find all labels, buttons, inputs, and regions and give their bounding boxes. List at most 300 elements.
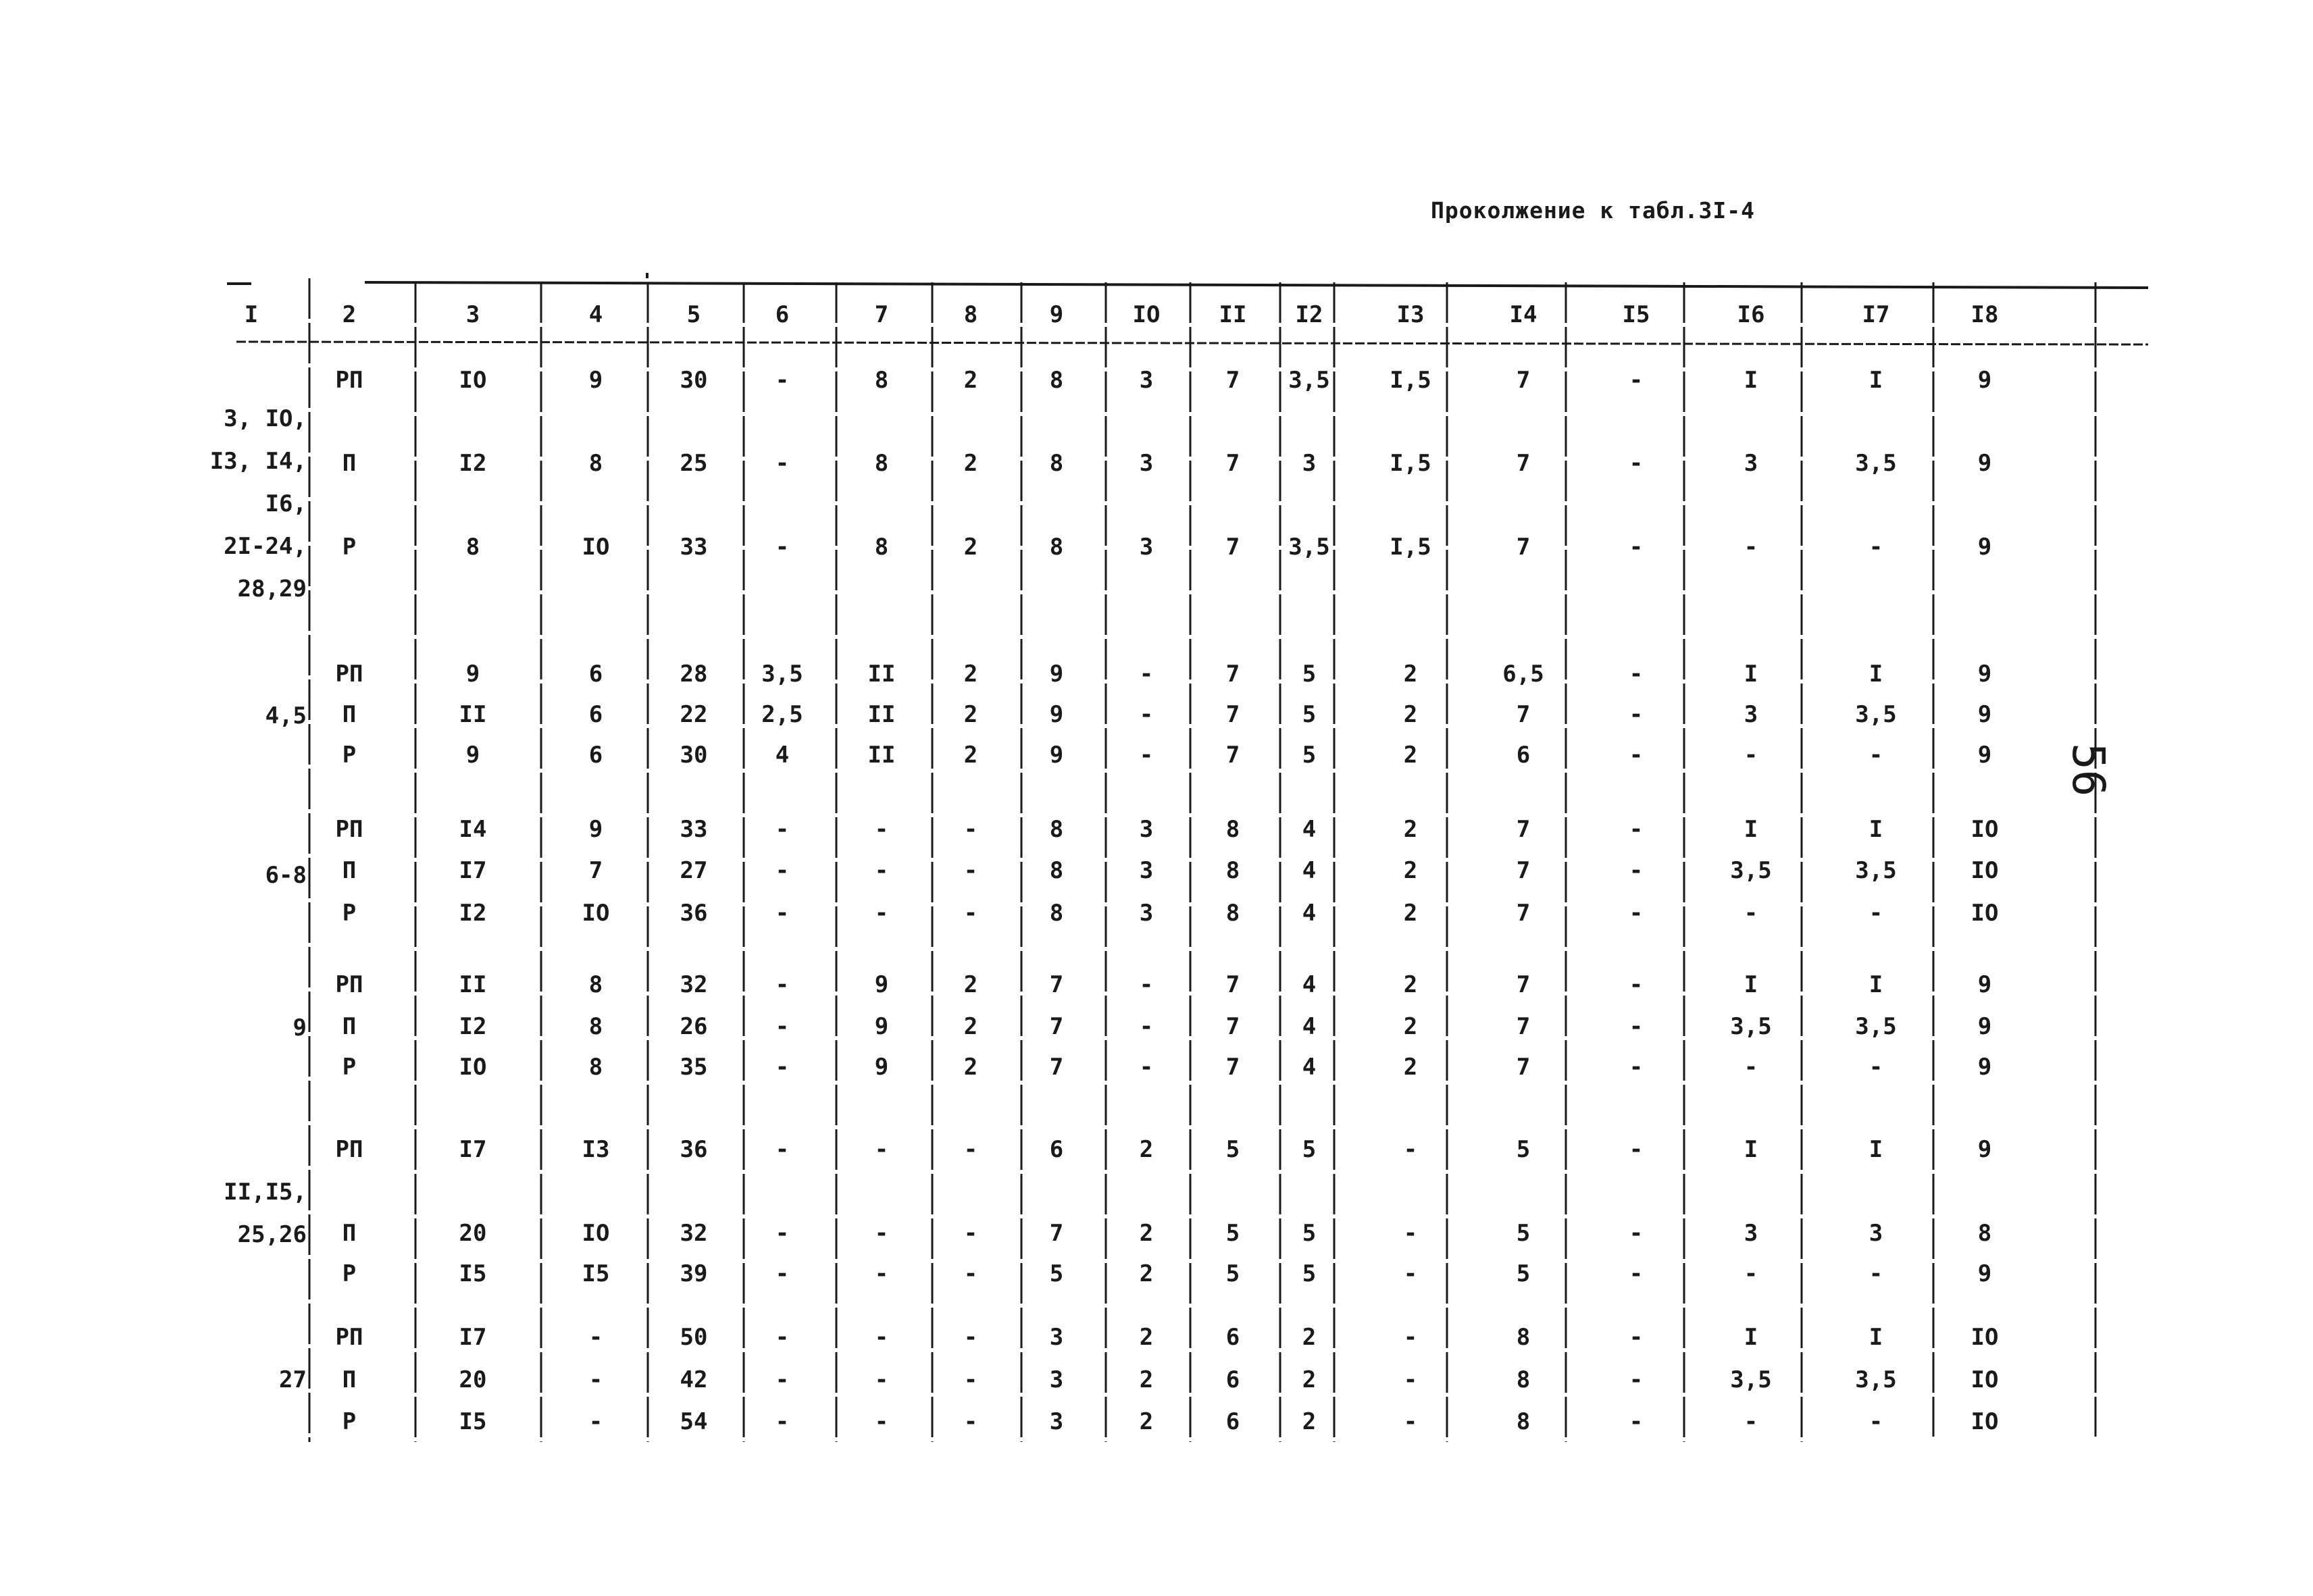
table-cell: - [775,1366,790,1393]
table-cell: 3 [1744,701,1758,728]
page-number: 56 [2062,743,2114,797]
group-label: 6-8 [265,862,307,889]
table-cell: I2 [459,900,487,927]
table-cell: 3 [1139,450,1154,477]
table-cell: 3 [1049,1324,1064,1351]
table-cell: 7 [1516,367,1531,394]
table-cell: 2 [1139,1260,1154,1287]
table-cell: 35 [680,1054,708,1081]
column-header: 6 [775,301,790,328]
table-cell: 8 [1225,857,1240,884]
table-cell: 7 [1225,742,1240,769]
table-cell: 7 [1049,1054,1064,1081]
table-cell: - [775,1408,790,1435]
table-cell: 36 [680,1136,708,1163]
table-cell: - [874,816,889,843]
table-cell: 3 [1302,450,1317,477]
table-cell: 2 [1403,742,1418,769]
table-cell: - [874,1136,889,1163]
table-cell: 7 [1516,450,1531,477]
table-cell: I,5 [1390,534,1431,561]
column-header: I [244,301,259,328]
table-cell: 9 [465,742,480,769]
table-cell: 2 [1139,1220,1154,1247]
table-cell: - [775,450,790,477]
table-cell: 9 [874,1054,889,1081]
table-cell: 2 [1403,701,1418,728]
table-cell: 8 [1049,816,1064,843]
table-cell: 8 [588,1013,603,1040]
table-cell: - [1139,742,1154,769]
table-cell: - [1869,1054,1883,1081]
table-cell: - [963,1408,978,1435]
table-cell: 2 [963,367,978,394]
table-cell: 9 [1977,1013,1992,1040]
table-cell: 5 [1302,1136,1317,1163]
table-cell: - [1744,534,1758,561]
table-cell: 7 [1225,701,1240,728]
table-cell: - [963,816,978,843]
table-cell: II [867,742,896,769]
table-cell: 7 [1516,1054,1531,1081]
table-cell: 5 [1302,1220,1317,1247]
table-cell: 20 [459,1220,487,1247]
table-cell: - [775,971,790,998]
table-cell: - [1629,1408,1644,1435]
table-cell: IO [582,534,610,561]
table-rule [236,342,2148,344]
table-cell: - [775,1136,790,1163]
table-cell: 8 [1516,1408,1531,1435]
table-cell: II [867,701,896,728]
row-type-cell: Р [342,1408,357,1435]
column-header: II [1219,301,1247,328]
table-cell: 9 [588,367,603,394]
table-cell: - [1139,701,1154,728]
row-type-cell: Р [342,742,357,769]
table-cell: - [1629,1136,1644,1163]
table-cell: - [1869,900,1883,927]
table-cell: 8 [1516,1324,1531,1351]
table-cell: IO [1971,857,1999,884]
row-type-cell: Р [342,1054,357,1081]
column-header: 4 [588,301,603,328]
table-cell: 7 [1049,971,1064,998]
table-cell: 2 [1403,1013,1418,1040]
table-cell: 9 [1977,1136,1992,1163]
table-cell: 8 [1049,367,1064,394]
table-cell: 42 [680,1366,708,1393]
table-cell: 3 [1139,900,1154,927]
column-header: I2 [1295,301,1323,328]
table-cell: 3,5 [1288,534,1330,561]
table-cell: - [1629,1054,1644,1081]
table-cell: 2 [963,450,978,477]
table-cell: 22 [680,701,708,728]
table-cell: I [1744,367,1758,394]
table-cell: - [963,900,978,927]
row-type-cell: П [342,1366,357,1393]
table-cell: I [1744,1136,1758,1163]
table-cell: 9 [874,971,889,998]
table-cell: 3,5 [1855,450,1897,477]
table-cell: 9 [588,816,603,843]
table-cell: 3,5 [1288,367,1330,394]
table-cell: - [588,1408,603,1435]
table-cell: - [1744,1408,1758,1435]
table-cell: 39 [680,1260,708,1287]
table-cell: 5 [1302,661,1317,688]
table-cell: I4 [459,816,487,843]
table-cell: 2 [963,742,978,769]
column-header: I6 [1737,301,1765,328]
table-cell: 3,5 [1730,857,1772,884]
table-cell: - [1744,900,1758,927]
table-cell: I [1869,816,1883,843]
table-cell: I [1869,1136,1883,1163]
table-cell: 7 [1225,971,1240,998]
column-header: 7 [874,301,889,328]
table-cell: 3,5 [1730,1366,1772,1393]
table-cell: - [963,1260,978,1287]
table-cell: 26 [680,1013,708,1040]
row-type-cell: РП [335,1136,363,1163]
table-cell: 4 [1302,971,1317,998]
table-cell: - [1744,1054,1758,1081]
column-header: I3 [1396,301,1425,328]
table-cell: 2 [1302,1366,1317,1393]
table-cell: 4 [1302,816,1317,843]
table-cell: 4 [1302,1054,1317,1081]
table-cell: I3 [582,1136,610,1163]
table-cell: 3 [1049,1366,1064,1393]
table-cell: I,5 [1390,450,1431,477]
table-cell: 6 [1225,1366,1240,1393]
table-cell: - [1403,1324,1418,1351]
table-cell: 7 [588,857,603,884]
row-type-cell: РП [335,661,363,688]
table-cell: 2 [963,534,978,561]
table-cell: I7 [459,1324,487,1351]
table-cell: 7 [1516,1013,1531,1040]
table-cell: II [867,661,896,688]
table-cell: 3 [1744,1220,1758,1247]
table-cell: 8 [1049,900,1064,927]
table-cell: 3 [1869,1220,1883,1247]
table-cell: 2 [963,971,978,998]
table-cell: 9 [1977,661,1992,688]
table-cell: - [1629,1013,1644,1040]
table-cell: I [1869,661,1883,688]
column-header: 9 [1049,301,1064,328]
table-cell: 6 [588,701,603,728]
table-cell: IO [1971,1324,1999,1351]
table-cell: - [1869,742,1883,769]
table-cell: - [1629,1324,1644,1351]
table-cell: 2 [1302,1324,1317,1351]
table-cell: 7 [1516,971,1531,998]
table-cell: 2 [963,661,978,688]
table-cell: 5 [1225,1136,1240,1163]
table-cell: I5 [459,1408,487,1435]
row-type-cell: РП [335,367,363,394]
row-type-cell: Р [342,534,357,561]
table-cell: 7 [1225,661,1240,688]
table-cell: 3,5 [1855,1013,1897,1040]
table-cell: I7 [459,857,487,884]
row-type-cell: РП [335,816,363,843]
group-label: 9 [293,1014,307,1041]
table-cell: 7 [1516,857,1531,884]
table-cell: - [1403,1408,1418,1435]
table-cell: 2 [1139,1324,1154,1351]
table-cell: 8 [465,534,480,561]
table-cell: - [874,857,889,884]
table-cell: 2 [1403,900,1418,927]
table-cell: I [1744,971,1758,998]
table-cell: 5 [1302,1260,1317,1287]
table-cell: 2 [1403,1054,1418,1081]
table-cell: 9 [1977,701,1992,728]
table-rule [365,282,2148,288]
table-cell: I5 [459,1260,487,1287]
table-cell: 7 [1225,1013,1240,1040]
table-cell: I [1744,661,1758,688]
table-cell: 3,5 [1730,1013,1772,1040]
table-cell: - [1629,534,1644,561]
table-cell: - [874,1408,889,1435]
table-cell: - [1629,701,1644,728]
table-cell: - [1629,1220,1644,1247]
group-label: 2I-24, [224,533,307,560]
table-cell: - [1629,661,1644,688]
table-cell: 6 [1225,1408,1240,1435]
column-header: 8 [963,301,978,328]
table-cell: - [1403,1220,1418,1247]
table-cell: - [1869,534,1883,561]
table-cell: 6 [588,742,603,769]
table-cell: 8 [874,367,889,394]
group-label: 27 [279,1366,307,1393]
table-cell: 4 [1302,1013,1317,1040]
table-cell: - [963,1324,978,1351]
table-cell: 7 [1225,534,1240,561]
table-cell: 7 [1225,367,1240,394]
table-cell: 2 [963,1013,978,1040]
table-cell: 33 [680,816,708,843]
table-cell: 3,5 [1855,701,1897,728]
table-cell: II [459,701,487,728]
table-cell: 3 [1049,1408,1064,1435]
table-cell: I2 [459,1013,487,1040]
table-cell: 6,5 [1502,661,1544,688]
table-cell: I7 [459,1136,487,1163]
table-cell: - [874,1220,889,1247]
table-cell: - [963,1136,978,1163]
table-cell: - [1139,971,1154,998]
table-cell: - [1629,1260,1644,1287]
column-header: I7 [1862,301,1890,328]
table-cell: - [1629,857,1644,884]
table-cell: - [1869,1260,1883,1287]
table-cell: I,5 [1390,367,1431,394]
table-cell: 8 [874,534,889,561]
row-type-cell: П [342,857,357,884]
table-cell: 50 [680,1324,708,1351]
table-cell: - [775,1260,790,1287]
table-cell: 8 [588,971,603,998]
table-cell: IO [1971,900,1999,927]
table-cell: 8 [1225,900,1240,927]
table-cell: 6 [1049,1136,1064,1163]
table-cell: I2 [459,450,487,477]
table-cell: 2 [963,701,978,728]
table-cell: 9 [1977,971,1992,998]
table-cell: 2 [1403,971,1418,998]
table-cell: - [775,1324,790,1351]
table-cell: 7 [1516,900,1531,927]
group-label: 28,29 [237,575,307,602]
table-cell: 9 [1977,367,1992,394]
table-cell: 7 [1225,1054,1240,1081]
table-cell: 5 [1302,701,1317,728]
table-cell: - [1403,1366,1418,1393]
table-cell: - [874,1260,889,1287]
column-header: IO [1132,301,1161,328]
table-cell: - [1629,971,1644,998]
table-cell: 7 [1516,534,1531,561]
column-header: 5 [686,301,701,328]
table-cell: 8 [588,1054,603,1081]
table-cell: 9 [1049,661,1064,688]
row-type-cell: Р [342,1260,357,1287]
table-cell: 5 [1516,1220,1531,1247]
table-cell: 36 [680,900,708,927]
table-cell: 2 [1403,816,1418,843]
table-cell: IO [1971,816,1999,843]
table-cell: 8 [1049,857,1064,884]
table-cell: 32 [680,1220,708,1247]
row-type-cell: Р [342,900,357,927]
table-cell: - [775,367,790,394]
table-cell: 33 [680,534,708,561]
table-cell: 7 [1049,1220,1064,1247]
table-cell: 8 [874,450,889,477]
row-type-cell: П [342,701,357,728]
table-cell: I [1744,1324,1758,1351]
table-cell: 2 [1403,857,1418,884]
group-label: I3, I4, [209,448,307,475]
group-label: I6, [265,490,307,517]
table-cell: 3,5 [1855,857,1897,884]
table-cell: 5 [1302,742,1317,769]
table-cell: II [459,971,487,998]
table-cell: - [1869,1408,1883,1435]
table-cell: 2 [1302,1408,1317,1435]
table-cell: - [1629,900,1644,927]
table-cell: - [775,1054,790,1081]
table-cell: - [1139,1054,1154,1081]
table-cell: 3,5 [761,661,803,688]
table-cell: IO [459,367,487,394]
table-cell: I [1869,367,1883,394]
table-cell: 3 [1744,450,1758,477]
table-cell: - [874,1366,889,1393]
table-cell: 2,5 [761,701,803,728]
column-header: I4 [1509,301,1537,328]
row-type-cell: РП [335,971,363,998]
table-cell: 9 [1049,742,1064,769]
table-cell: 9 [1977,534,1992,561]
column-header: I8 [1971,301,1999,328]
table-cell: 5 [1225,1260,1240,1287]
table-cell: IO [1971,1408,1999,1435]
table-cell: 7 [1225,450,1240,477]
table-cell: 3 [1139,857,1154,884]
table-cell: 6 [1516,742,1531,769]
row-type-cell: РП [335,1324,363,1351]
table-cell: - [775,1013,790,1040]
table-cell: 30 [680,367,708,394]
table-caption: Проколжение к табл.3I-4 [1431,197,1755,224]
table-cell: 25 [680,450,708,477]
table-cell: 5 [1225,1220,1240,1247]
table-cell: 2 [1403,661,1418,688]
table-cell: 3,5 [1855,1366,1897,1393]
table-cell: 6 [588,661,603,688]
table-cell: 2 [1139,1136,1154,1163]
table-cell: - [1629,742,1644,769]
table-cell: 9 [1977,450,1992,477]
table-cell: - [1744,742,1758,769]
table-cell: 54 [680,1408,708,1435]
column-header: 2 [342,301,357,328]
table-cell: IO [582,900,610,927]
table-cell: 8 [1977,1220,1992,1247]
table-cell: 20 [459,1366,487,1393]
table-cell: 7 [1516,816,1531,843]
table-cell: IO [459,1054,487,1081]
table-cell: - [588,1366,603,1393]
table-cell: 2 [963,1054,978,1081]
table-cell: 4 [1302,857,1317,884]
table-cell: 4 [775,742,790,769]
table-cell: - [963,857,978,884]
table-cell: - [775,816,790,843]
row-type-cell: П [342,1013,357,1040]
table-cell: IO [582,1220,610,1247]
table-cell: - [874,1324,889,1351]
table-cell: - [775,1220,790,1247]
table-cell: 9 [1977,742,1992,769]
column-header: 3 [465,301,480,328]
table-cell: 3 [1139,367,1154,394]
table-cell: - [588,1324,603,1351]
table-cell: - [1629,367,1644,394]
table-cell: - [874,900,889,927]
table-cell: 8 [1516,1366,1531,1393]
table-cell: I [1744,816,1758,843]
column-header: I5 [1622,301,1650,328]
table-cell: 5 [1516,1136,1531,1163]
table-cell: 3 [1139,816,1154,843]
table-cell: - [1403,1260,1418,1287]
row-type-cell: П [342,450,357,477]
table-cell: IO [1971,1366,1999,1393]
table-cell: - [963,1220,978,1247]
table-cell: - [775,857,790,884]
group-label: 3, IO, [224,405,307,432]
